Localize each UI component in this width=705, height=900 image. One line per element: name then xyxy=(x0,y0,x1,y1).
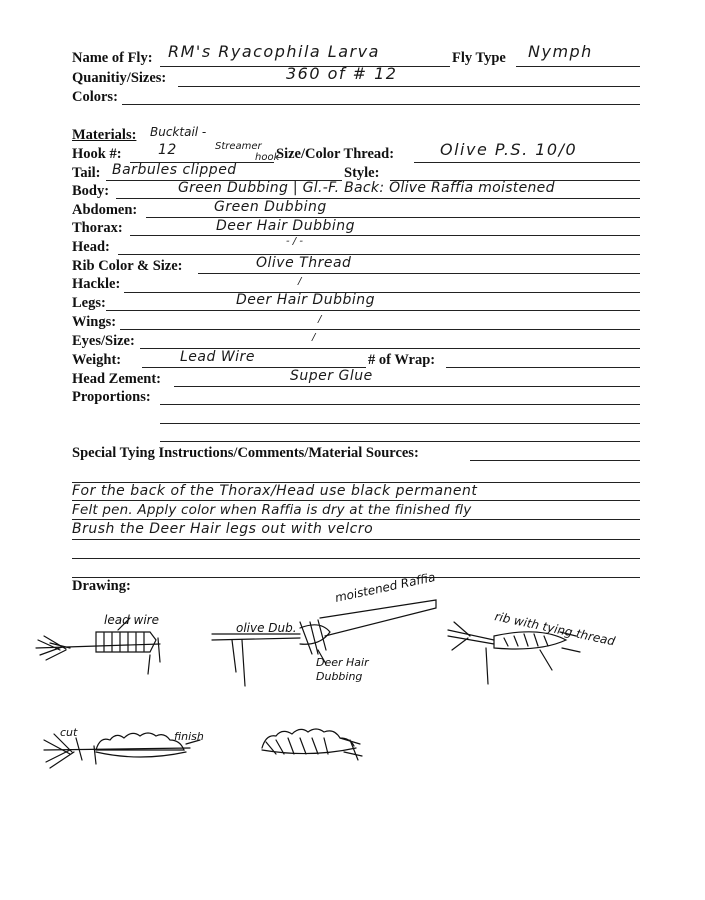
thorax-label: Thorax: xyxy=(72,220,123,236)
abdomen-value[interactable]: Green Dubbing xyxy=(214,199,327,215)
cement-value[interactable]: Super Glue xyxy=(290,368,373,384)
drawing-label: Drawing: xyxy=(72,578,131,594)
body-label: Body: xyxy=(72,183,110,199)
fly-type-label: Fly Type xyxy=(452,50,506,66)
hook-note: Streamer xyxy=(215,141,262,152)
tail-label: Tail: xyxy=(72,165,101,181)
legs-label: Legs: xyxy=(72,295,106,311)
label-olive-dub: olive Dub. xyxy=(236,621,297,635)
label-raffia: moistened Raffia xyxy=(333,569,437,605)
sketch-olive-dubbing xyxy=(212,570,437,686)
sketch-lead-wire xyxy=(36,613,160,674)
label-deer-hair-1: Deer Hair xyxy=(316,656,369,669)
weight-label: Weight: xyxy=(72,352,122,368)
instruction-2[interactable]: Felt pen. Apply color when Raffia is dry at the finished fly xyxy=(72,502,472,518)
cement-label: Head Zement: xyxy=(72,371,161,387)
special-label: Special Tying Instructions/Comments/Material Sources: xyxy=(72,445,419,461)
materials-note: Bucktail - xyxy=(150,125,207,139)
sketch-finish xyxy=(44,726,204,768)
tail-value[interactable]: Barbules clipped xyxy=(112,162,237,178)
legs-value[interactable]: Deer Hair Dubbing xyxy=(236,292,375,308)
abdomen-label: Abdomen: xyxy=(72,202,138,218)
hook-label: Hook #: xyxy=(72,146,122,162)
wings-label: Wings: xyxy=(72,314,117,330)
hackle-value[interactable]: / xyxy=(298,276,302,287)
weight-value[interactable]: Lead Wire xyxy=(180,349,255,365)
hackle-label: Hackle: xyxy=(72,276,121,292)
quantity-value[interactable]: 360 of # 12 xyxy=(286,64,398,83)
fly-type-value[interactable]: Nymph xyxy=(528,42,593,61)
rib-value[interactable]: Olive Thread xyxy=(256,255,352,271)
label-deer-hair-2: Dubbing xyxy=(316,670,363,683)
instruction-1[interactable]: For the back of the Thorax/Head use black permanent xyxy=(72,483,478,499)
materials-label: Materials: xyxy=(72,127,137,143)
instruction-3[interactable]: Brush the Deer Hair legs out with velcro xyxy=(72,521,374,537)
quantity-label: Quanitiy/Sizes: xyxy=(72,70,167,86)
wrap-label: # of Wrap: xyxy=(368,352,436,368)
eyes-value[interactable]: / xyxy=(312,332,316,343)
label-finish: finish xyxy=(174,730,204,743)
head-label: Head: xyxy=(72,239,110,255)
name-of-fly-value[interactable]: RM's Ryacophila Larva xyxy=(168,42,380,61)
rib-label: Rib Color & Size: xyxy=(72,258,183,274)
hook-value[interactable]: 12 xyxy=(158,142,177,158)
label-lead-wire: lead wire xyxy=(104,613,159,627)
proportions-label: Proportions: xyxy=(72,389,151,405)
thread-label: Size/Color Thread: xyxy=(276,146,395,162)
name-of-fly-label: Name of Fly: xyxy=(72,50,153,66)
sketch-rib xyxy=(448,609,617,684)
hook-note-2: hook xyxy=(255,152,280,163)
thread-value[interactable]: Olive P.S. 10/0 xyxy=(440,140,578,159)
eyes-label: Eyes/Size: xyxy=(72,333,135,349)
body-value[interactable]: Green Dubbing | Gl.-F. Back: Olive Raffia moistened xyxy=(178,180,555,196)
sketch-finished-larva xyxy=(262,729,362,760)
label-rib: rib with tying thread xyxy=(493,609,617,649)
colors-label: Colors: xyxy=(72,89,118,105)
thorax-value[interactable]: Deer Hair Dubbing xyxy=(216,218,355,234)
label-cut: cut xyxy=(60,726,78,739)
head-value[interactable]: - / - xyxy=(286,236,303,247)
wings-value[interactable]: / xyxy=(318,314,322,325)
style-label: Style: xyxy=(344,165,380,181)
